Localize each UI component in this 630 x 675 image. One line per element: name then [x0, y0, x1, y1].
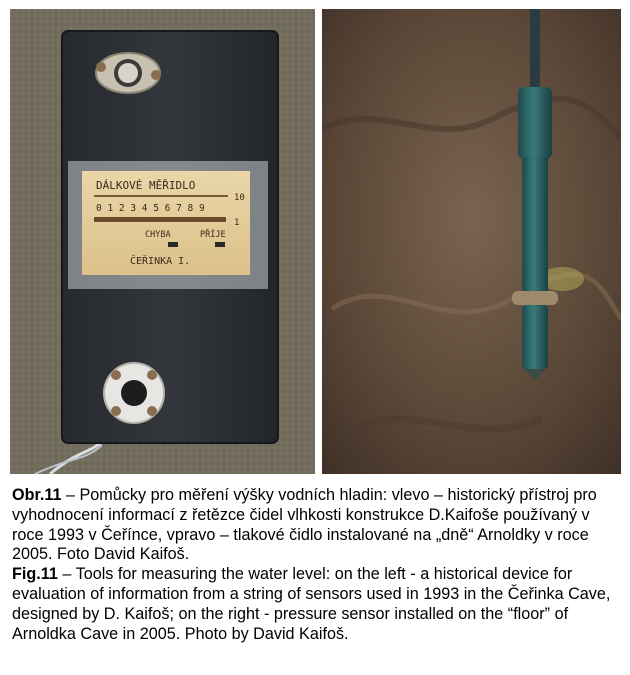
screw-icon: [96, 62, 106, 72]
caption-english-label: Fig.11: [12, 565, 58, 584]
bottom-connector-socket: [121, 380, 147, 406]
location-label: ČEŘINKA I.: [130, 256, 191, 267]
scale-mid: 1: [234, 218, 240, 228]
figure-caption: [12, 486, 622, 644]
receive-label: PŘÍJE: [200, 230, 226, 240]
scale-top: 10: [234, 193, 245, 203]
caption-czech-text: – Pomůcky pro měření výšky vodních hladin: vlevo – historický přístroj pro vyhodnocení informací z řetězce čidel vlhkosti konstrukce D.Kaifoše používaný v roce 1993 v Čeřínce, vpravo – tlakové čidlo instalované na „dně“ Arnoldky v roce 2005. Foto David Kaifoš.: [12, 486, 597, 564]
sensor-tip: [522, 305, 548, 369]
screw-icon: [111, 406, 121, 416]
digit-scale: 0 1 2 3 4 5 6 7 8 9: [96, 203, 205, 214]
led-bar: [94, 217, 226, 222]
screw-icon: [147, 370, 157, 380]
device-illustration: [10, 9, 315, 474]
caption-english: [12, 565, 622, 644]
caption-english-text: – Tools for measuring the water level: on the left - a historical device for evaluation of information from a string of sensors used in 1993 in the Čeřinka Cave, designed by D. Kaifoš; on the right - pressure sensor installed on the “floor” of Arnoldka Cave in 2005. Photo by David Kaifoš.: [12, 565, 611, 643]
left-photo-device: [10, 9, 315, 474]
screw-icon: [111, 370, 121, 380]
sensor-illustration: [322, 9, 621, 474]
screw-icon: [147, 406, 157, 416]
cave-wall: [322, 9, 621, 474]
receive-led: [215, 242, 225, 247]
device-title: DÁLKOVÉ MĚŘIDLO: [96, 179, 196, 192]
sensor-head: [518, 87, 552, 159]
caption-czech-label: Obr.11: [12, 486, 62, 504]
caption-czech: [12, 486, 622, 565]
error-label: CHYBA: [145, 230, 171, 240]
right-photo-sensor: [322, 9, 621, 474]
top-connector-pins: [118, 63, 138, 83]
screw-icon: [151, 70, 161, 80]
sensor-body: [522, 157, 548, 297]
error-led: [168, 242, 178, 247]
sensor-clamp: [512, 291, 558, 305]
